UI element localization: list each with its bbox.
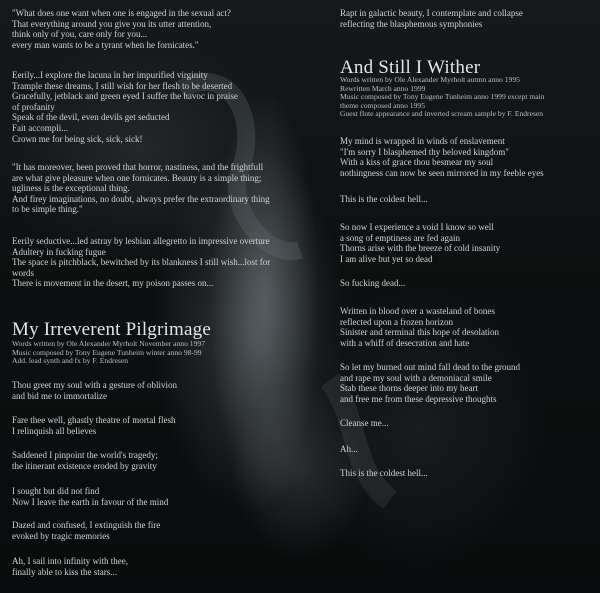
lyric-stanza: Cleanse me... (340, 418, 389, 428)
song-credit: Add. lead synth and fx by F. Endresen (12, 356, 129, 366)
lyric-stanza: Thou greet my soul with a gesture of oblivion and bid me to immortalize (12, 380, 177, 401)
song-credit: Music composed by Tony Eugene Tunheim anno 1999 except main (340, 92, 545, 102)
lyric-stanza: Fare thee well, ghastly theatre of mortal flesh I relinquish all believes (12, 415, 176, 436)
song-title: And Still I Wither (340, 57, 481, 78)
lyric-stanza: Rapt in galactic beauty, I contemplate and collapse reflecting the blasphemous symphonies (340, 8, 523, 29)
lyric-stanza: Written in blood over a wasteland of bones reflected upon a frozen horizon Sinister and terminal this hope of desolation with a whiff of desecration and hate (340, 306, 499, 348)
lyric-stanza: Eerily seductive...led astray by lesbian allegretto in impressive overture Adultery in fucking fugue The space is pitchblack, bewitched by its blankness I still wish...lost for words There is movement in the desert, my poison passes on... (12, 236, 271, 289)
song-credit: Guest flute appearance and inverted scream sample by F. Endresen (340, 109, 544, 119)
lyric-stanza: My mind is wrapped in winds of enslavement "I'm sorry I blasphemed thy beloved kingdom" With a kiss of grace thou besmear my soul nothingness can now be seen mirrored in my feeble eyes (340, 136, 544, 178)
lyric-stanza: "What does one want when one is engaged in the sexual act? That everything around you give you its utter attention, think only of you, care only for you... every man wants to be a tyrant when he fornicates." (12, 8, 231, 50)
lyric-stanza: Dazed and confused, I extinguish the fire evoked by tragic memories (12, 520, 161, 541)
lyric-stanza: This is the coldest hell... (340, 468, 428, 478)
song-title: My Irreverent Pilgrimage (12, 319, 211, 340)
lyric-stanza: Saddened I pinpoint the world's tragedy; the itinerant existence eroded by gravity (12, 450, 158, 471)
lyric-stanza: So fucking dead... (340, 278, 406, 288)
song-credit: Words written by Ole Alexander Myrholt November anno 1997 (12, 339, 205, 348)
lyric-stanza: I sought but did not find Now I leave the earth in favour of the mind (12, 486, 169, 507)
lyric-stanza: Ah... (340, 444, 358, 454)
song-credit: Words written by Ole Alexander Myrholt autmn anno 1995 (340, 75, 520, 84)
song-credit: theme composed anno 1995 (340, 100, 425, 110)
lyric-stanza: So now I experience a void I know so well a song of emptiness are fed again Thorns arise with the breeze of cold insanity I am alive but yet so dead (340, 222, 501, 264)
lyric-stanza: So let my burned out mind fall dead to the ground and rape my soul with a demoniacal smile Stab these thorns deeper into my heart and free me from these depressive thoughts (340, 362, 520, 404)
lyric-stanza: This is the coldest hell... (340, 194, 428, 204)
lyric-stanza: "It has moreover, been proved that horror, nastiness, and the frightfull are what give pleasure when one fornicates. Beauty is a simple thing; ugliness is the exceptional thing. And firey imaginations, no doubt, always prefer the extraordinary thing to be simple thing." (12, 162, 270, 215)
lyric-stanza: Eerily...I explore the lacuna in her impurified virginity Trample these dreams, I still wish for her flesh to be deserted Gracefully, jetblack and green eyed I suffer the havoc in praise of profanity Speak of the devil, even devils get seducted Fait accompli... Crown me for being sick, sick, sick! (12, 70, 238, 144)
song-credit: Rewritten March anno 1999 (340, 83, 426, 93)
lyric-stanza: Ah, I sail into infinity with thee, finally able to kiss the stars... (12, 556, 128, 577)
song-credit: Music composed by Tony Eugene Tunheim winter anno 98-99 (12, 347, 202, 357)
